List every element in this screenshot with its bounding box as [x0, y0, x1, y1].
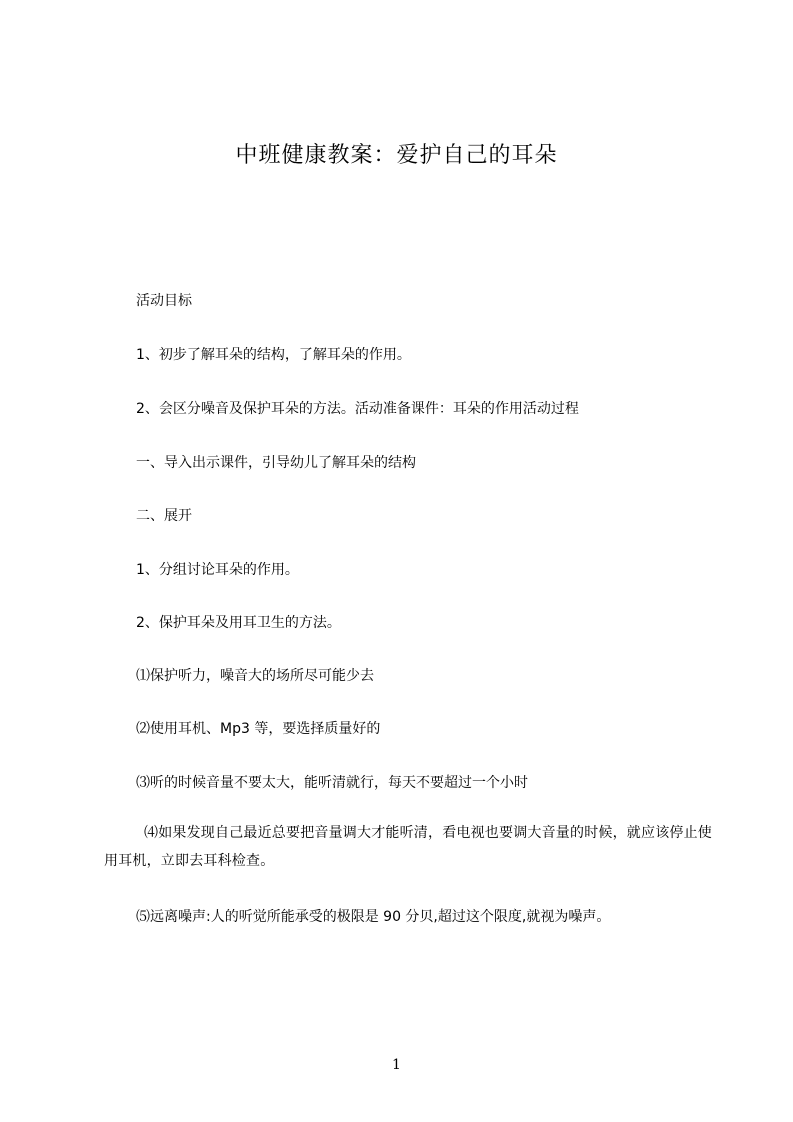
section-heading-objectives: 活动目标 [136, 293, 192, 309]
paragraph: 2、保护耳朵及用耳卫生的方法。 [136, 615, 341, 631]
list-item: ⑷如果发现自己最近总要把音量调大才能听清，看电视也要调大音量的时候，就应该停止使用耳机，立即去耳科检查。 [104, 825, 712, 869]
page-number: 1 [392, 1057, 401, 1073]
section-heading: 二、展开 [136, 508, 192, 524]
paragraph: 1、初步了解耳朵的结构，了解耳朵的作用。 [136, 347, 411, 363]
paragraph: 2、会区分噪音及保护耳朵的方法。活动准备课件：耳朵的作用活动过程 [136, 401, 579, 417]
section-heading: 一、导入出示课件，引导幼儿了解耳朵的结构 [136, 455, 416, 471]
paragraph: 1、分组讨论耳朵的作用。 [136, 562, 299, 578]
list-item: ⑶听的时候音量不要太大，能听清就行，每天不要超过一个小时 [136, 775, 528, 791]
list-item: ⑴保护听力，噪音大的场所尽可能少去 [136, 668, 374, 684]
list-item: ⑸远离噪声:人的听觉所能承受的极限是 90 分贝,超过这个限度,就视为噪声。 [136, 909, 611, 925]
document-title: 中班健康教案：爱护自己的耳朵 [235, 143, 558, 168]
list-item: ⑵使用耳机、Mp3 等，要选择质量好的 [136, 721, 381, 737]
